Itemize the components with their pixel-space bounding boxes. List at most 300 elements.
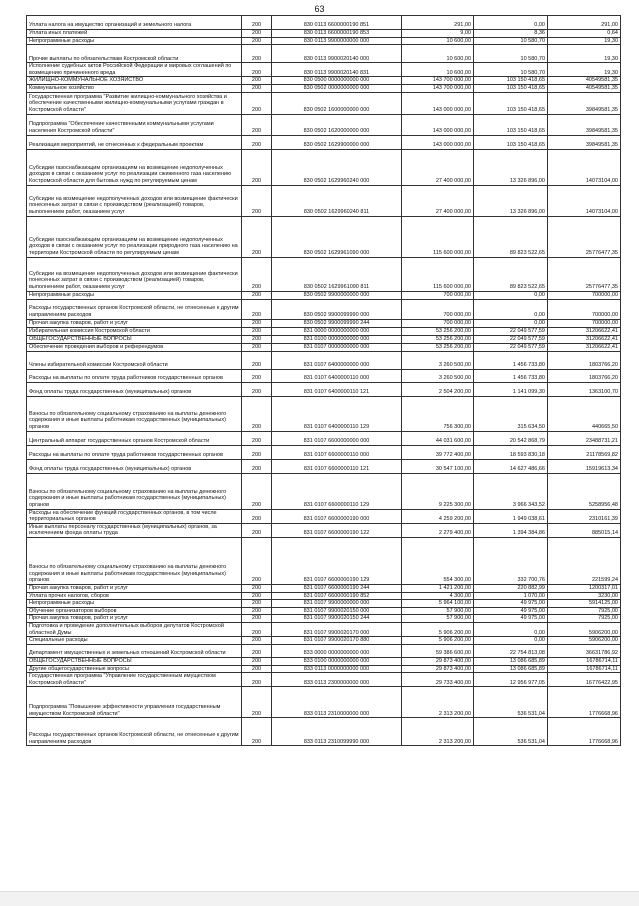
row-kbk: 830 0113 9900000000 000 [272,37,402,45]
row-name: ОБЩЕГОСУДАРСТВЕННЫЕ ВОПРОСЫ [27,335,242,343]
row-name: Субсидии газоснабжающим организациям на возмещение недополученных доходов в связи с оказанием услуг по реализации природного газа населению на территории Костромской области по регулируемым ценам [27,216,242,257]
row-kbk: 830 0502 1629900000 000 [272,135,402,149]
row-name: Специальные расходы [27,637,242,645]
row-kbk: 833 0113 2310000000 000 [272,687,402,718]
row-code: 200 [242,369,272,382]
row-name: Расходы государственных органов Костромской области, не отнесенные к другим направлениям расходов [27,718,242,746]
row-kbk: 831 0107 6600000190 122 [272,523,402,537]
row-plan: 44 031 600,00 [402,431,474,445]
row-exec: 49 975,00 [474,600,548,608]
table-row [27,600,621,608]
row-rest: 21178569,82 [548,445,621,459]
row-exec: 332 700,76 [474,537,548,584]
row-name: Государственная программа "Управление государственным имуществом Костромской области" [27,673,242,687]
row-kbk: 831 0100 0000000000 000 [272,335,402,343]
row-code: 200 [242,299,272,319]
row-rest: 3230,00 [548,592,621,600]
row-code: 200 [242,351,272,369]
row-code: 200 [242,135,272,149]
row-kbk: 830 0502 1600000000 000 [272,92,402,114]
row-kbk: 831 0107 6600000190 129 [272,537,402,584]
row-rest: 25776477,35 [548,216,621,257]
row-exec: 103 150 418,65 [474,92,548,114]
row-plan: 53 256 200,00 [402,343,474,351]
table-row [27,37,621,45]
row-name: Уплата налога на имущество организаций и земельного налога [27,16,242,30]
row-kbk: 833 0000 0000000000 000 [272,644,402,657]
row-kbk: 833 0113 2310099990 000 [272,718,402,746]
row-kbk: 830 0502 1620000000 000 [272,114,402,135]
row-rest: 291,00 [548,16,621,30]
row-rest: 15919613,34 [548,459,621,473]
row-plan: 39 772 400,00 [402,445,474,459]
row-exec: 12 956 977,05 [474,673,548,687]
row-code: 200 [242,509,272,523]
row-name: Непрограммные расходы [27,291,242,299]
page-number: 63 [314,4,325,14]
row-exec: 0,00 [474,622,548,636]
row-exec: 0,00 [474,637,548,645]
row-exec: 1 141 099,30 [474,382,548,396]
row-exec: 3 966 343,52 [474,473,548,509]
table-row [27,657,621,665]
row-rest: 700000,00 [548,291,621,299]
row-kbk: 830 0113 6600000190 851 [272,16,402,30]
table-row [27,637,621,645]
row-rest: 39849581,35 [548,92,621,114]
table-body [27,16,621,746]
row-code: 200 [242,63,272,77]
row-exec: 0,00 [474,299,548,319]
row-exec: 536 531,04 [474,718,548,746]
table-row [27,114,621,135]
row-name: Расходы на обеспечение функций государственных органов, в том числе территориальных органов [27,509,242,523]
table-row [27,343,621,351]
row-code: 200 [242,335,272,343]
row-name: Субсидии на возмещение недополученных доходов или возмещение фактически понесенных затрат в связи с производством (реализацией) товаров, выполнением работ, оказанием услуг [27,257,242,291]
row-rest: 1200317,01 [548,584,621,592]
budget-execution-table [26,15,621,746]
row-plan: 5 964 100,00 [402,600,474,608]
row-kbk: 830 0502 0000000000 000 [272,84,402,92]
row-plan: 9,00 [402,30,474,38]
row-code: 200 [242,149,272,185]
row-kbk: 830 0113 9900020140 000 [272,45,402,63]
row-exec: 1 949 038,61 [474,509,548,523]
row-name: Обеспечение проведения выборов и референдумов [27,343,242,351]
row-rest: 0,64 [548,30,621,38]
row-rest: 221599,24 [548,537,621,584]
table-row [27,299,621,319]
row-exec: 13 326 896,00 [474,149,548,185]
row-kbk: 831 0107 6400000000 000 [272,351,402,369]
row-exec: 14 627 486,66 [474,459,548,473]
row-plan: 4 300,00 [402,592,474,600]
row-kbk: 831 0107 6600000190 852 [272,592,402,600]
row-rest: 40549581,35 [548,77,621,85]
table-row [27,77,621,85]
row-code: 200 [242,431,272,445]
row-rest: 14073104,00 [548,149,621,185]
row-plan: 554 300,00 [402,537,474,584]
table-row [27,135,621,149]
table-row [27,509,621,523]
row-exec: 8,36 [474,30,548,38]
table-row [27,445,621,459]
row-rest: 23488731,21 [548,431,621,445]
row-exec: 220 882,99 [474,584,548,592]
row-rest: 700000,00 [548,319,621,327]
row-rest: 25776477,35 [548,257,621,291]
table-row [27,382,621,396]
row-rest: 31206622,41 [548,335,621,343]
row-rest: 39849581,35 [548,114,621,135]
row-plan: 57 900,00 [402,607,474,615]
row-code: 200 [242,673,272,687]
row-exec: 103 150 418,65 [474,114,548,135]
row-rest: 885015,14 [548,523,621,537]
row-plan: 2 504 200,00 [402,382,474,396]
row-exec: 103 150 418,65 [474,77,548,85]
row-code: 200 [242,459,272,473]
row-plan: 143 700 000,00 [402,77,474,85]
row-name: Прочие выплаты по обязательствам Костромской области [27,45,242,63]
row-plan: 57 900,00 [402,615,474,623]
table-row [27,291,621,299]
row-name: Субсидии газоснабжающим организациям на возмещение недополученных доходов в связи с оказанием услуг по реализации сжиженного газа населению Костромской области для бытовых нужд по регулируемым ценам [27,149,242,185]
row-name: Расходы государственных органов Костромской области, не отнесенные к другим направлениям расходов [27,299,242,319]
row-name: Члены избирательной комиссии Костромской области [27,351,242,369]
row-plan: 756 300,00 [402,396,474,431]
row-code: 200 [242,600,272,608]
table-row [27,45,621,63]
row-name: Расходы на выплаты по оплате труда работников государственных органов [27,445,242,459]
table-row [27,216,621,257]
row-rest: 19,30 [548,45,621,63]
row-name: Расходы на выплаты по оплате труда работников государственных органов [27,369,242,382]
table-row [27,607,621,615]
row-code: 200 [242,319,272,327]
row-kbk: 831 0107 6600000000 000 [272,431,402,445]
row-exec: 1 394 384,86 [474,523,548,537]
row-exec: 18 593 830,18 [474,445,548,459]
row-code: 200 [242,382,272,396]
row-exec: 315 634,50 [474,396,548,431]
row-name: Непрограммные расходы [27,37,242,45]
row-plan: 10 600,00 [402,37,474,45]
row-kbk: 831 0107 9900020150 000 [272,607,402,615]
row-name: Обучение организаторов выборов [27,607,242,615]
row-rest: 2310161,39 [548,509,621,523]
table-row [27,665,621,673]
row-name: Фонд оплаты труда государственных (муниципальных) органов [27,382,242,396]
row-kbk: 830 0502 1629961090 811 [272,257,402,291]
row-plan: 59 386 600,00 [402,644,474,657]
row-kbk: 833 0113 0000000000 000 [272,665,402,673]
row-exec: 89 823 522,65 [474,257,548,291]
row-kbk: 831 0107 6600000190 000 [272,509,402,523]
row-code: 200 [242,665,272,673]
row-rest: 1776668,96 [548,718,621,746]
row-name: Избирательная комиссия Костромской области [27,327,242,335]
row-plan: 53 256 200,00 [402,327,474,335]
row-kbk: 831 0107 6400000110 121 [272,382,402,396]
row-rest: 7925,00 [548,615,621,623]
row-rest: 700000,00 [548,299,621,319]
row-exec: 1 456 733,80 [474,351,548,369]
row-code: 200 [242,718,272,746]
row-rest: 19,30 [548,37,621,45]
row-kbk: 833 0113 2300000000 000 [272,673,402,687]
row-plan: 115 600 000,00 [402,216,474,257]
row-rest: 1803766,20 [548,369,621,382]
row-code: 200 [242,114,272,135]
row-rest: 1803766,20 [548,351,621,369]
row-rest: 5914125,00 [548,600,621,608]
table-row [27,185,621,216]
row-name: Взносы по обязательному социальному страхованию на выплаты денежного содержания и иные выплаты работникам государственных (муниципальных) органов [27,396,242,431]
row-plan: 27 400 000,00 [402,149,474,185]
row-plan: 143 000 000,00 [402,114,474,135]
row-plan: 2 279 400,00 [402,523,474,537]
table-row [27,92,621,114]
row-code: 200 [242,644,272,657]
row-name: ОБЩЕГОСУДАРСТВЕННЫЕ ВОПРОСЫ [27,657,242,665]
row-code: 200 [242,291,272,299]
row-code: 200 [242,584,272,592]
row-name: Подготовка и проведение дополнительных выборов депутатов Костромской областной Думы [27,622,242,636]
row-code: 200 [242,622,272,636]
row-code: 200 [242,637,272,645]
row-rest: 19,30 [548,63,621,77]
row-plan: 700 000,00 [402,319,474,327]
row-rest: 5906200,00 [548,622,621,636]
row-code: 200 [242,687,272,718]
row-plan: 1 421 200,00 [402,584,474,592]
row-kbk: 833 0100 0000000000 000 [272,657,402,665]
table-row [27,257,621,291]
row-plan: 5 906 200,00 [402,622,474,636]
row-exec: 13 326 896,00 [474,185,548,216]
row-code: 200 [242,607,272,615]
row-kbk: 831 0000 0000000000 000 [272,327,402,335]
table-row [27,30,621,38]
row-kbk: 830 0502 1629960240 811 [272,185,402,216]
table-row [27,16,621,30]
row-plan: 115 600 000,00 [402,257,474,291]
row-code: 200 [242,537,272,584]
row-code: 200 [242,37,272,45]
row-name: Иные выплаты персоналу государственных (муниципальных) органов, за исключением фонда оплаты труда [27,523,242,537]
row-name: Фонд оплаты труда государственных (муниципальных) органов [27,459,242,473]
table-row [27,592,621,600]
row-name: Коммунальное хозяйство [27,84,242,92]
row-exec: 13 086 685,89 [474,665,548,673]
row-code: 200 [242,92,272,114]
row-code: 200 [242,473,272,509]
row-exec: 1 456 733,80 [474,369,548,382]
row-name: Прочая закупка товаров, работ и услуг [27,319,242,327]
row-exec: 49 975,00 [474,607,548,615]
row-name: Реализация мероприятий, не отнесенных к федеральным проектам [27,135,242,149]
row-kbk: 831 0107 9900020170 880 [272,637,402,645]
row-kbk: 830 0113 6600000190 853 [272,30,402,38]
row-plan: 29 733 400,00 [402,673,474,687]
row-code: 200 [242,343,272,351]
table-row [27,584,621,592]
table-row [27,459,621,473]
row-rest: 36631786,92 [548,644,621,657]
row-plan: 29 873 400,00 [402,657,474,665]
row-rest: 16786714,11 [548,665,621,673]
row-plan: 53 256 200,00 [402,335,474,343]
row-name: Подпрограмма "Обеспечение качественными коммунальными услугами населения Костромской области" [27,114,242,135]
row-name: Государственная программа "Развитие жилищно-коммунального хозяйства и обеспечение качественными жилищно-коммунальными услугами граждан в Костромской области" [27,92,242,114]
row-plan: 27 400 000,00 [402,185,474,216]
row-kbk: 831 0107 6600000190 244 [272,584,402,592]
row-name: Взносы по обязательному социальному страхованию на выплаты денежного содержания и иные выплаты работникам государственных (муниципальных) органов [27,473,242,509]
row-rest: 14073104,00 [548,185,621,216]
row-exec: 10 580,70 [474,63,548,77]
row-name: Уплата иных платежей [27,30,242,38]
row-code: 200 [242,523,272,537]
row-plan: 5 906 200,00 [402,637,474,645]
row-rest: 440665,50 [548,396,621,431]
row-kbk: 831 0107 6600000110 129 [272,473,402,509]
table-row [27,63,621,77]
row-exec: 10 580,70 [474,37,548,45]
row-kbk: 831 0107 9900020150 244 [272,615,402,623]
row-kbk: 830 0500 0000000000 000 [272,77,402,85]
row-code: 200 [242,592,272,600]
row-code: 200 [242,185,272,216]
row-rest: 40549581,35 [548,84,621,92]
row-name: Центральный аппарат государственных органов Костромской области [27,431,242,445]
row-plan: 3 260 500,00 [402,369,474,382]
row-exec: 103 150 418,65 [474,84,548,92]
row-kbk: 831 0107 6400000110 000 [272,369,402,382]
row-plan: 30 547 100,00 [402,459,474,473]
row-code: 200 [242,396,272,431]
row-kbk: 831 0107 6600000110 000 [272,445,402,459]
table-row [27,431,621,445]
row-kbk: 831 0107 6400000110 129 [272,396,402,431]
row-rest: 16786714,11 [548,657,621,665]
table-row [27,523,621,537]
row-rest: 31206622,41 [548,343,621,351]
table-row [27,149,621,185]
row-rest: 39849581,35 [548,135,621,149]
table-row [27,673,621,687]
table-row [27,718,621,746]
row-plan: 9 225 300,00 [402,473,474,509]
table-row [27,396,621,431]
row-name: Уплата прочих налогов, сборов [27,592,242,600]
row-kbk: 830 0502 9900099990 244 [272,319,402,327]
row-name: Исполнение судебных актов Российской Федерации и мировых соглашений по возмещению причиненного вреда [27,63,242,77]
row-exec: 22 049 577,59 [474,335,548,343]
row-code: 200 [242,615,272,623]
row-plan: 291,00 [402,16,474,30]
table-row [27,615,621,623]
row-exec: 0,00 [474,319,548,327]
row-plan: 143 700 000,00 [402,84,474,92]
row-name: Взносы по обязательному социальному страхованию на выплаты денежного содержания и иные выплаты работникам государственных (муниципальных) органов [27,537,242,584]
row-kbk: 830 0113 9900020140 831 [272,63,402,77]
row-plan: 143 000 000,00 [402,92,474,114]
row-rest: 5906200,00 [548,637,621,645]
row-name: Прочая закупка товаров, работ и услуг [27,584,242,592]
row-name: Департамент имущественных и земельных отношений Костромской области [27,644,242,657]
row-kbk: 831 0107 0000000000 000 [272,343,402,351]
table-row [27,335,621,343]
row-plan: 10 600,00 [402,45,474,63]
row-name: Подпрограмма "Повышение эффективности управления государственным имуществом Костромской области" [27,687,242,718]
row-code: 200 [242,657,272,665]
row-exec: 49 975,00 [474,615,548,623]
row-code: 200 [242,30,272,38]
row-name: Другие общегосударственные вопросы [27,665,242,673]
row-kbk: 831 0107 9900000000 000 [272,600,402,608]
row-exec: 13 086 685,89 [474,657,548,665]
row-code: 200 [242,216,272,257]
page-bottom-strip [0,891,639,906]
row-plan: 2 313 200,00 [402,687,474,718]
row-kbk: 831 0107 6600000110 121 [272,459,402,473]
row-rest: 16776422,95 [548,673,621,687]
row-code: 200 [242,16,272,30]
row-exec: 10 580,70 [474,45,548,63]
row-exec: 22 754 813,08 [474,644,548,657]
table-row [27,84,621,92]
row-exec: 0,00 [474,291,548,299]
row-code: 200 [242,445,272,459]
row-exec: 1 070,00 [474,592,548,600]
row-exec: 89 823 522,65 [474,216,548,257]
row-code: 200 [242,45,272,63]
table-row [27,319,621,327]
table-row [27,369,621,382]
row-kbk: 831 0107 9900020170 000 [272,622,402,636]
table-row [27,473,621,509]
row-plan: 700 000,00 [402,299,474,319]
row-code: 200 [242,327,272,335]
row-exec: 103 150 418,65 [474,135,548,149]
row-rest: 1363100,70 [548,382,621,396]
row-rest: 7925,00 [548,607,621,615]
row-name: Непрограммные расходы [27,600,242,608]
row-kbk: 830 0502 9900000000 000 [272,291,402,299]
row-name: ЖИЛИЩНО-КОММУНАЛЬНОЕ ХОЗЯЙСТВО [27,77,242,85]
row-plan: 29 873 400,00 [402,665,474,673]
row-plan: 3 260 500,00 [402,351,474,369]
row-name: Субсидии на возмещение недополученных доходов или возмещение фактически понесенных затрат в связи с производством (реализацией) товаров, выполнением работ, оказанием услуг [27,185,242,216]
row-exec: 22 049 577,59 [474,327,548,335]
row-rest: 31206622,41 [548,327,621,335]
row-rest: 5258956,48 [548,473,621,509]
row-exec: 22 049 577,59 [474,343,548,351]
row-kbk: 830 0502 1629961090 000 [272,216,402,257]
row-code: 200 [242,77,272,85]
table-row [27,687,621,718]
row-name: Прочая закупка товаров, работ и услуг [27,615,242,623]
table-row [27,537,621,584]
table-row [27,327,621,335]
row-plan: 143 000 000,00 [402,135,474,149]
row-exec: 0,00 [474,16,548,30]
row-code: 200 [242,84,272,92]
row-exec: 20 542 868,79 [474,431,548,445]
